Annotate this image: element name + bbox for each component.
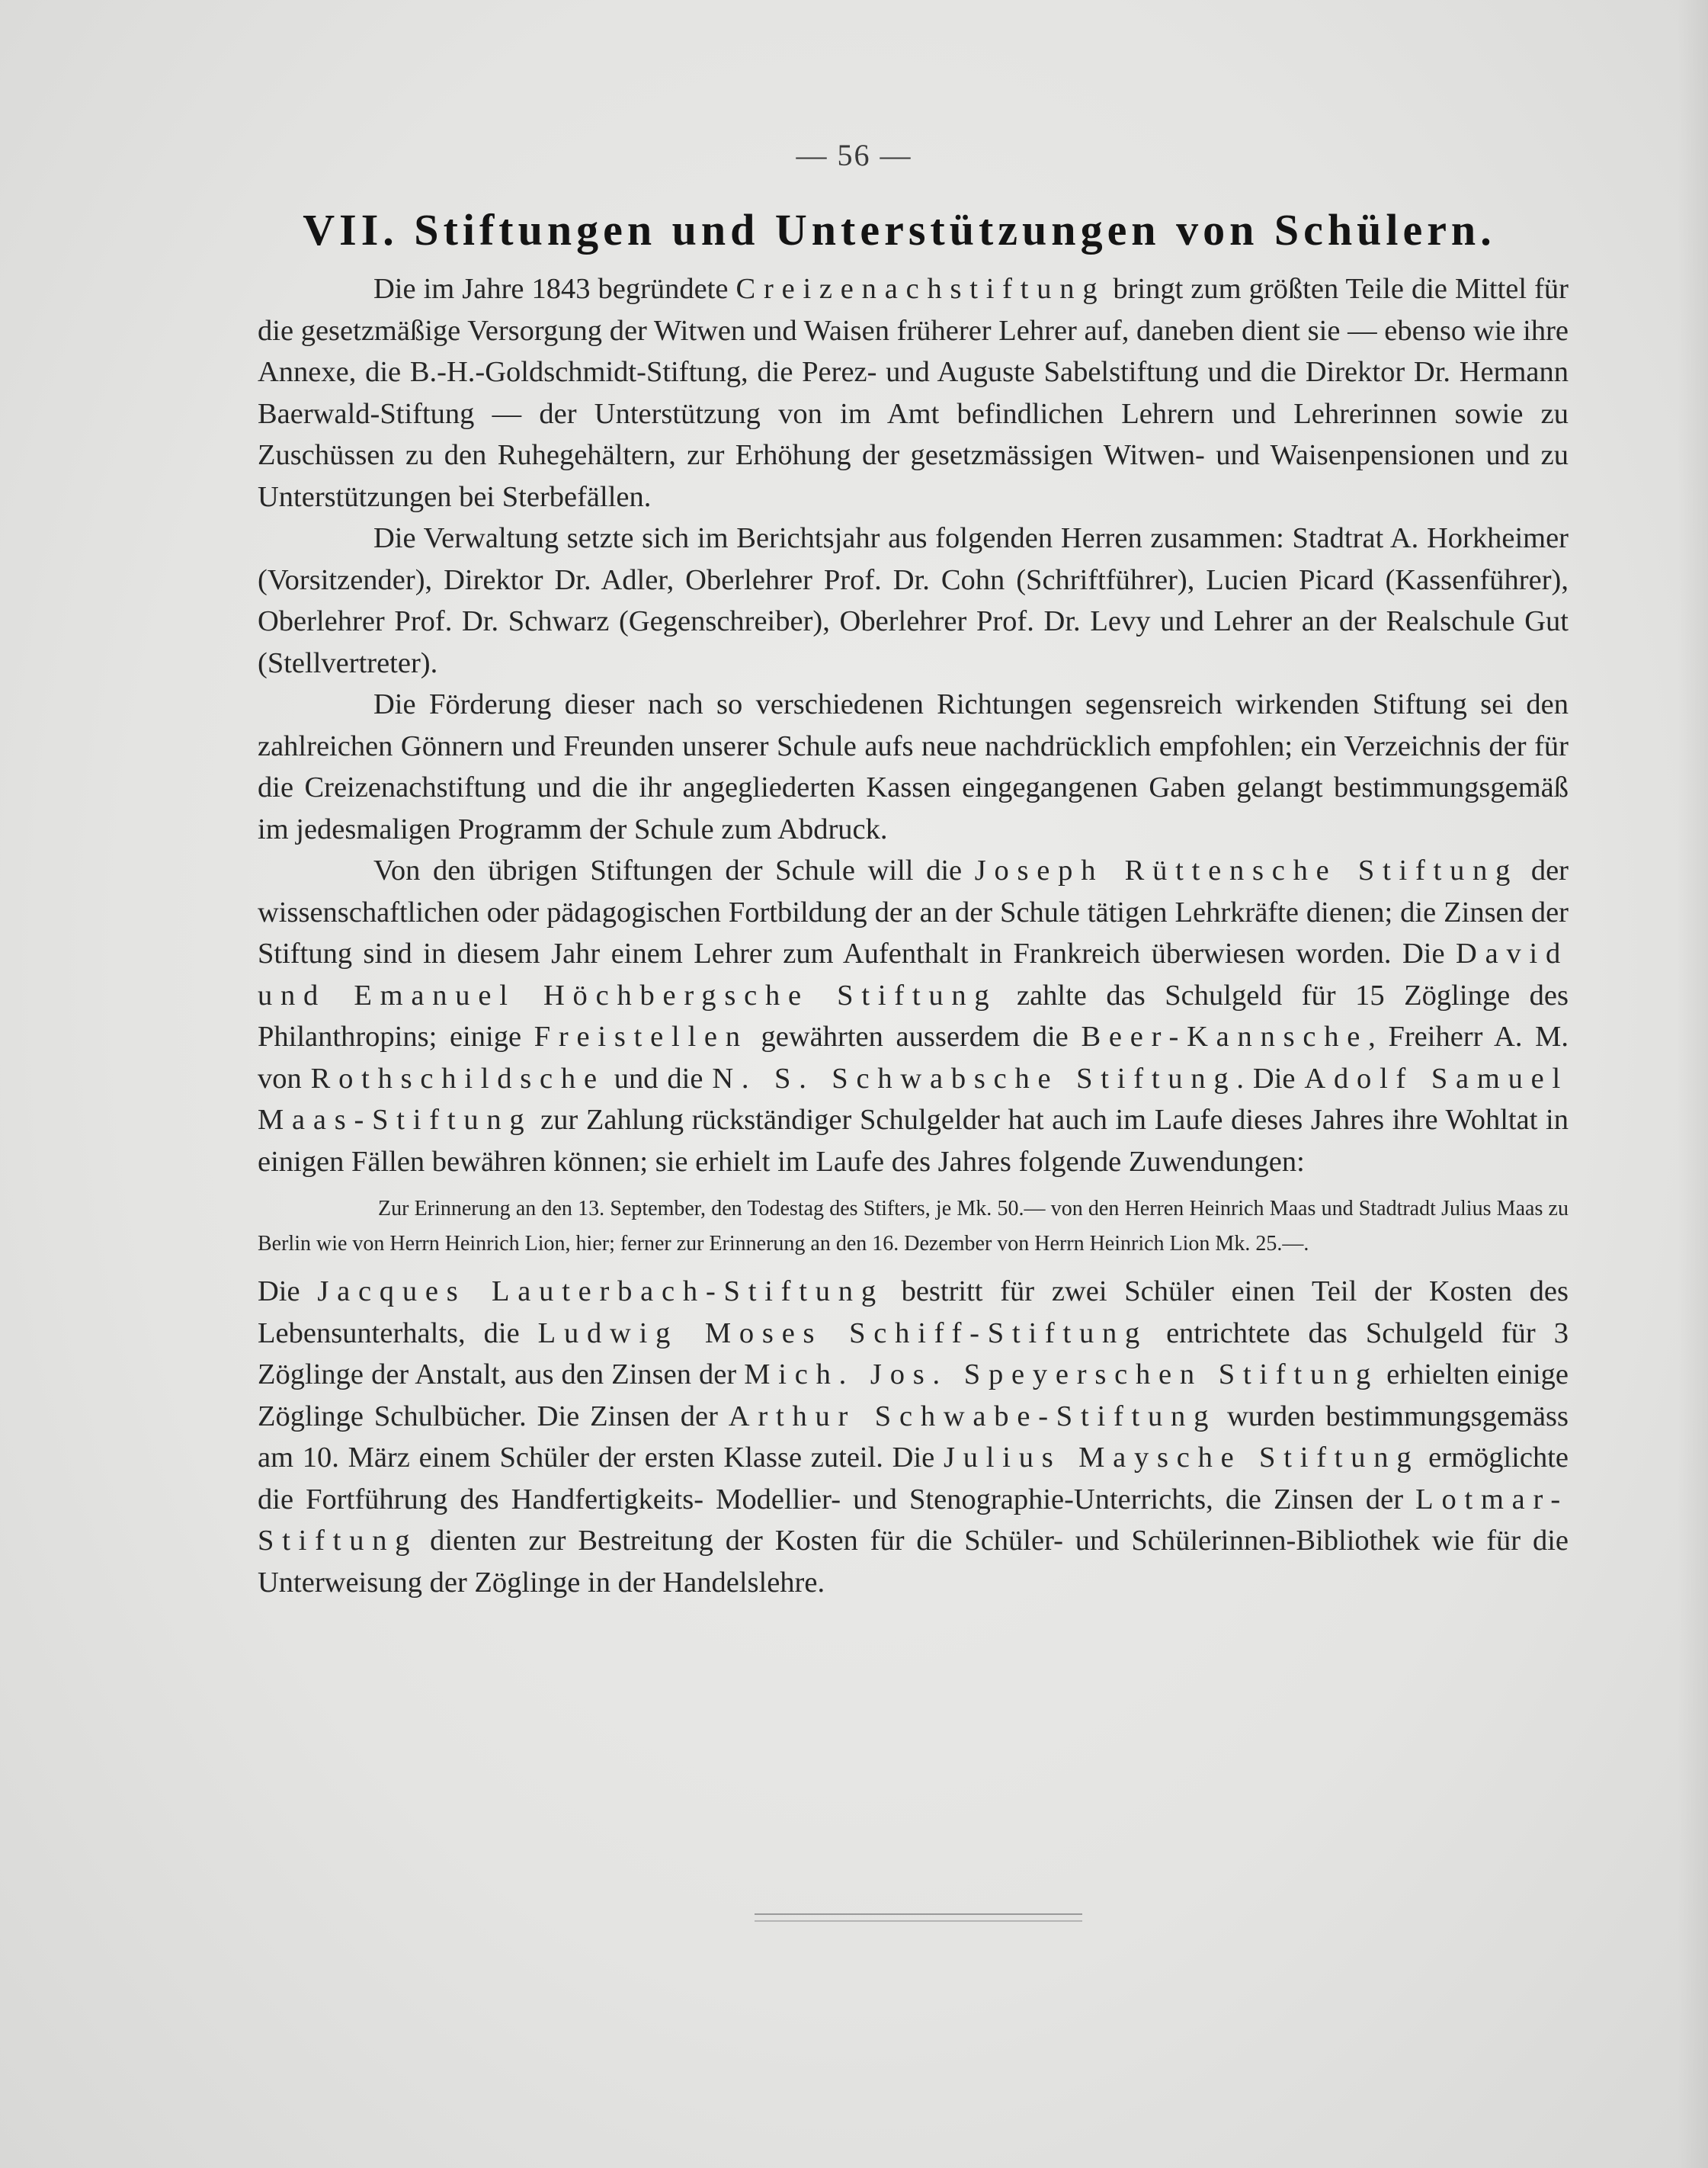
- page-edge-shadow: [1678, 0, 1708, 2168]
- foundation-name: Julius Maysche Stiftung: [944, 1442, 1420, 1474]
- foundation-name: Beer-Kannsche: [1081, 1021, 1369, 1053]
- text-run: Die im Jahre 1843 begründete: [373, 273, 736, 305]
- text-run: und die: [604, 1062, 713, 1095]
- text-run: dienten zur Bestreitung der Kosten für die Schüler- und Schülerinnen-Bibliothek wie für die Unterweisung der Zöglinge in der Handelslehre.: [258, 1525, 1569, 1599]
- text-run: gewährten ausserdem die: [748, 1021, 1082, 1053]
- text-run: erhielten einige Zöglinge Schulbücher. Die Zinsen der: [258, 1358, 1569, 1432]
- foundation-name: Rothschildsche: [310, 1062, 605, 1095]
- body-text: [258, 268, 1569, 1603]
- text-run: Von den übrigen Stiftungen der Schule will die: [373, 855, 975, 887]
- text-run: , Freiherr A. M. von: [258, 1021, 1569, 1095]
- foundation-name: Jacques Lauterbach-Stiftung: [317, 1275, 884, 1307]
- paragraph-creizenach: [258, 268, 1569, 518]
- foundation-name: Arthur Schwabe-Stiftung: [728, 1400, 1217, 1432]
- text-run: bringt zum größten Teile die Mittel für die gesetzmäßige Versorgung der Witwen und Waisen früherer Lehrer auf, daneben dient sie — ebenso wie ihre Annexe, die B.-H.-Goldschmidt-Stiftung, die Perez- und Auguste Sabelstiftung und die Direktor Dr. Hermann Baerwald-Stiftung — der Unterstützung von im Amt befindlichen Lehrern und Lehrerinnen sowie zu Zuschüssen zu den Ruhegehältern, zur Erhöhung der gesetzmässigen Witwen- und Waisenpensionen und zu Unterstützungen bei Sterbefällen.: [258, 273, 1569, 513]
- paragraph-further-foundations: [258, 1271, 1569, 1603]
- text-run: wurden bestimmungsgemäss am 10. März einem Schüler der ersten Klasse zuteil. Die: [258, 1400, 1569, 1474]
- foundation-name: David und Emanuel Höchbergsche Stiftung: [258, 938, 1569, 1012]
- foundation-name: Adolf Samuel Maas-Stiftung: [258, 1062, 1569, 1136]
- foundation-name: Freistellen: [534, 1021, 748, 1053]
- foundation-name: Mich. Jos. Speyerschen Stiftung: [744, 1358, 1380, 1390]
- foundation-name: Ludwig Moses Schiff-Stiftung: [537, 1317, 1149, 1349]
- text-run: Die: [258, 1275, 318, 1307]
- donations-note: Zur Erinnerung an den 13. September, den Todestag des Stifters, je Mk. 50.— von den Herren Heinrich Maas und Stadtradt Julius Maas zu Berlin wie von Herrn Heinrich Lion, hier; ferner zur Erinnerung an den 16. Dezember von Herrn Heinrich Lion Mk. 25.—.: [258, 1197, 1569, 1256]
- text-run: ermöglichte die Fortführung des Handfertigkeits- Modellier- und Stenographie-Unterrichts, die Zinsen der: [258, 1442, 1569, 1515]
- paragraph-other-foundations: [258, 850, 1569, 1182]
- text-run: . Die: [1236, 1062, 1305, 1095]
- page-number: — 56 —: [796, 138, 912, 172]
- foundation-name: Joseph Rüttensche Stiftung: [974, 855, 1519, 887]
- foundation-name: Lotmar-Stiftung: [258, 1483, 1569, 1557]
- text-run: zahlte das Schulgeld für 15 Zöglinge des Philanthropins; einige: [258, 979, 1569, 1053]
- foundation-name: Creizenachstiftung: [735, 273, 1106, 305]
- text-run: bestritt für zwei Schüler einen Teil der Kosten des Lebensunterhalts, die: [258, 1275, 1569, 1349]
- paragraph-recommendation: Die Förderung dieser nach so verschiedenen Richtungen segensreich wirkenden Stiftung sei den zahlreichen Gönnern und Freunden unserer Schule aufs neue nachdrücklich empfohlen; ein Verzeichnis der für die Creizenachstiftung und die ihr angegliederten Kassen eingegangenen Gaben gelangt bestimmungsgemäß im jedesmaligen Programm der Schule zum Abdruck.: [258, 688, 1569, 845]
- foundation-name: N. S. Schwabsche Stiftung: [712, 1062, 1237, 1095]
- text-run: zur Zahlung rückständiger Schulgelder hat auch im Laufe dieses Jahres ihre Wohltat in einigen Fällen bewähren können; sie erhielt im Laufe des Jahres folgende Zuwendungen:: [258, 1104, 1569, 1178]
- closing-rule: [755, 1913, 1082, 1922]
- section-heading: VII. Stiftungen und Unterstützungen von Schülern.: [303, 205, 1496, 255]
- paragraph-administration: Die Verwaltung setzte sich im Berichtsjahr aus folgenden Herren zusammen: Stadtrat A. Horkheimer (Vorsitzender), Direktor Dr. Adler, Oberlehrer Prof. Dr. Cohn (Schriftführer), Lucien Picard (Kassenführer), Oberlehrer Prof. Dr. Schwarz (Gegenschreiber), Oberlehrer Prof. Dr. Levy und Lehrer an der Realschule Gut (Stellvertreter).: [258, 522, 1569, 679]
- text-run: der wissenschaftlichen oder pädagogischen Fortbildung der an der Schule tätigen Lehrkräfte dienen; die Zinsen der Stiftung sind in diesem Jahr einem Lehrer zum Aufenthalt in Frankreich überwiesen worden. Die: [258, 855, 1569, 970]
- text-run: entrichtete das Schulgeld für 3 Zöglinge der Anstalt, aus den Zinsen der: [258, 1317, 1569, 1390]
